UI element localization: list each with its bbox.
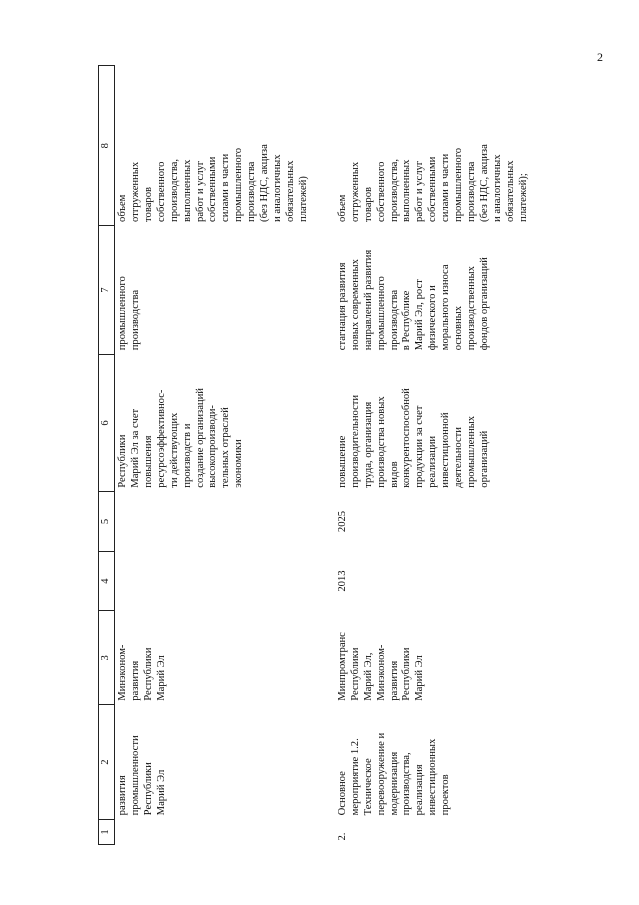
end-year-cell: 2025 [336, 510, 348, 533]
expected-result-line: ти действующих [168, 412, 180, 488]
header-cell: 8 [99, 66, 115, 226]
non-implementation-consequences-line: направлений развития [362, 249, 374, 351]
expected-result-line: повышения [142, 435, 154, 488]
expected-result-line: экономики [233, 439, 245, 488]
related-indicators-line: собственного [375, 161, 387, 222]
expected-result-line: производительности [349, 394, 361, 488]
related-indicators-line: товаров [142, 186, 154, 222]
row-number-cell [115, 819, 313, 844]
related-indicators-cell [335, 66, 533, 226]
related-indicators-cell [115, 66, 313, 226]
related-indicators-line: отгруженных [129, 161, 141, 222]
expected-result-line: Марий Эл за счет [129, 408, 141, 488]
measure-name-line: проектов [440, 774, 452, 816]
start-year-cell [115, 551, 313, 611]
non-implementation-consequences-line: фондов организаций [478, 257, 490, 351]
non-implementation-consequences-line: Марий Эл, рост [414, 279, 426, 351]
expected-result-line: продукции за счет [414, 405, 426, 488]
expected-result-line: тельных отраслей [220, 407, 232, 488]
related-indicators-line: собственными [207, 156, 219, 222]
executor-line: Минэконом- [117, 644, 128, 701]
executor-line: развития [388, 660, 400, 701]
related-indicators-line: (без НДС, акциза [259, 144, 271, 222]
expected-result-line: производства новых [375, 396, 387, 488]
expected-result-line: ресурсоэффективнос- [155, 389, 167, 488]
related-indicators-line: выполненных [181, 159, 193, 222]
related-indicators-line: работ и услуг [414, 160, 426, 222]
row-spacer [313, 66, 335, 845]
executor-line: Минэконом- [375, 644, 387, 701]
expected-result-line: деятельности [453, 427, 465, 488]
related-indicators-line: товаров [362, 186, 374, 222]
expected-result-line: Республики [117, 434, 128, 488]
expected-result-cell [115, 354, 313, 491]
row-number-cell: 2. [336, 832, 348, 841]
measure-name-line: инвестиционных [427, 738, 439, 816]
non-implementation-consequences-line: производства [129, 289, 141, 351]
non-implementation-consequences-line: основных [453, 305, 465, 351]
related-indicators-line: собственными [427, 156, 439, 222]
expected-result-line: создание организаций [194, 388, 206, 488]
related-indicators-line: объем [336, 194, 348, 222]
measure-name-line: перевооружение и [375, 732, 387, 816]
related-indicators-line: производства [246, 161, 258, 222]
related-indicators-line: отгруженных [349, 161, 361, 222]
measure-name-line: реализация [414, 764, 426, 816]
related-indicators-line: производства [466, 161, 478, 222]
non-implementation-consequences-line: производства [388, 289, 400, 351]
executor-cell [115, 611, 313, 705]
measure-name-line: Марий Эл [155, 769, 167, 816]
related-indicators-line: и аналогичных [491, 154, 503, 222]
expected-result-line: промышленных [466, 415, 478, 488]
non-implementation-consequences-line: морального износа [440, 264, 452, 351]
header-cell: 7 [99, 226, 115, 354]
related-indicators-line: работ и услуг [194, 160, 206, 222]
related-indicators-line: производства, [388, 158, 400, 222]
header-cell: 1 [99, 819, 115, 844]
start-year-cell: 2013 [336, 570, 348, 592]
related-indicators-line: (без НДС, акциза [478, 144, 490, 222]
measure-name-line: модернизация [388, 751, 400, 816]
related-indicators-line: промышленного [233, 147, 245, 222]
end-year-cell [115, 492, 313, 552]
non-implementation-consequences-line: производственных [466, 266, 478, 351]
related-indicators-line: платежей) [297, 176, 309, 222]
measure-name-line: мероприятие 1.2. [349, 738, 361, 816]
expected-result-line: инвестиционной [440, 412, 452, 488]
measure-name-line: Основное [336, 771, 348, 816]
executor-line: Марий Эл [155, 655, 167, 701]
related-indicators-line: собственного [155, 161, 167, 222]
executor-line: Республики [142, 647, 154, 701]
header-cell: 5 [99, 492, 115, 552]
table-body [115, 66, 533, 845]
measure-name-cell [115, 705, 313, 820]
table-row [115, 66, 313, 845]
executor-cell [335, 611, 533, 705]
non-implementation-consequences-line: в Республике [401, 290, 413, 351]
rotated-table-area [98, 65, 538, 845]
executor-line: Марий Эл [414, 655, 426, 701]
expected-result-line: производств и [181, 423, 193, 488]
executor-line: развития [129, 660, 141, 701]
non-implementation-consequences-line: новых современных [349, 259, 361, 351]
executor-line: Минпромтранс [336, 632, 348, 701]
measure-name-line: Республики [142, 762, 154, 816]
measure-name-line: развития [117, 775, 128, 816]
table-row [335, 66, 533, 845]
header-cell: 3 [99, 611, 115, 705]
expected-result-line: реализации [427, 435, 439, 488]
header-cell: 4 [99, 551, 115, 611]
executor-line: Республики [401, 647, 413, 701]
header-cell: 6 [99, 354, 115, 491]
expected-result-line: конкурентоспособной [401, 388, 413, 488]
non-implementation-consequences-line: стагнация развития [336, 262, 348, 351]
page-number: 2 [597, 50, 603, 64]
expected-result-line: видов [388, 461, 400, 488]
header-row [99, 66, 115, 845]
related-indicators-line: силами в части [220, 153, 232, 222]
non-implementation-consequences-cell [115, 226, 313, 354]
program-measures-table [98, 65, 533, 845]
non-implementation-consequences-line: промышленного [117, 276, 128, 351]
expected-result-line: организаций [478, 430, 490, 488]
non-implementation-consequences-line: промышленного [375, 276, 387, 351]
executor-line: Республики [349, 647, 361, 701]
related-indicators-line: выполненных [401, 159, 413, 222]
related-indicators-line: и аналогичных [272, 154, 284, 222]
measure-name-cell [335, 705, 533, 820]
header-cell: 2 [99, 705, 115, 820]
related-indicators-line: обязательных [284, 160, 296, 222]
related-indicators-line: платежей); [517, 173, 529, 222]
related-indicators-line: объем [117, 194, 128, 222]
measure-name-line: производства, [401, 752, 413, 816]
spacer-cell [313, 66, 335, 845]
executor-line: Марий Эл, [362, 652, 374, 701]
measure-name-line: промышленности [129, 735, 141, 816]
measure-name-line: Техническое [362, 758, 374, 816]
non-implementation-consequences-line: физического и [427, 285, 439, 351]
expected-result-line: высокопроизводи- [207, 405, 219, 488]
expected-result-cell [335, 354, 533, 491]
related-indicators-line: обязательных [504, 160, 516, 222]
expected-result-line: труда, организация [362, 401, 374, 488]
related-indicators-line: производства, [168, 158, 180, 222]
expected-result-line: повышение [336, 435, 348, 488]
related-indicators-line: силами в части [440, 153, 452, 222]
non-implementation-consequences-cell [335, 226, 533, 354]
related-indicators-line: промышленного [453, 147, 465, 222]
